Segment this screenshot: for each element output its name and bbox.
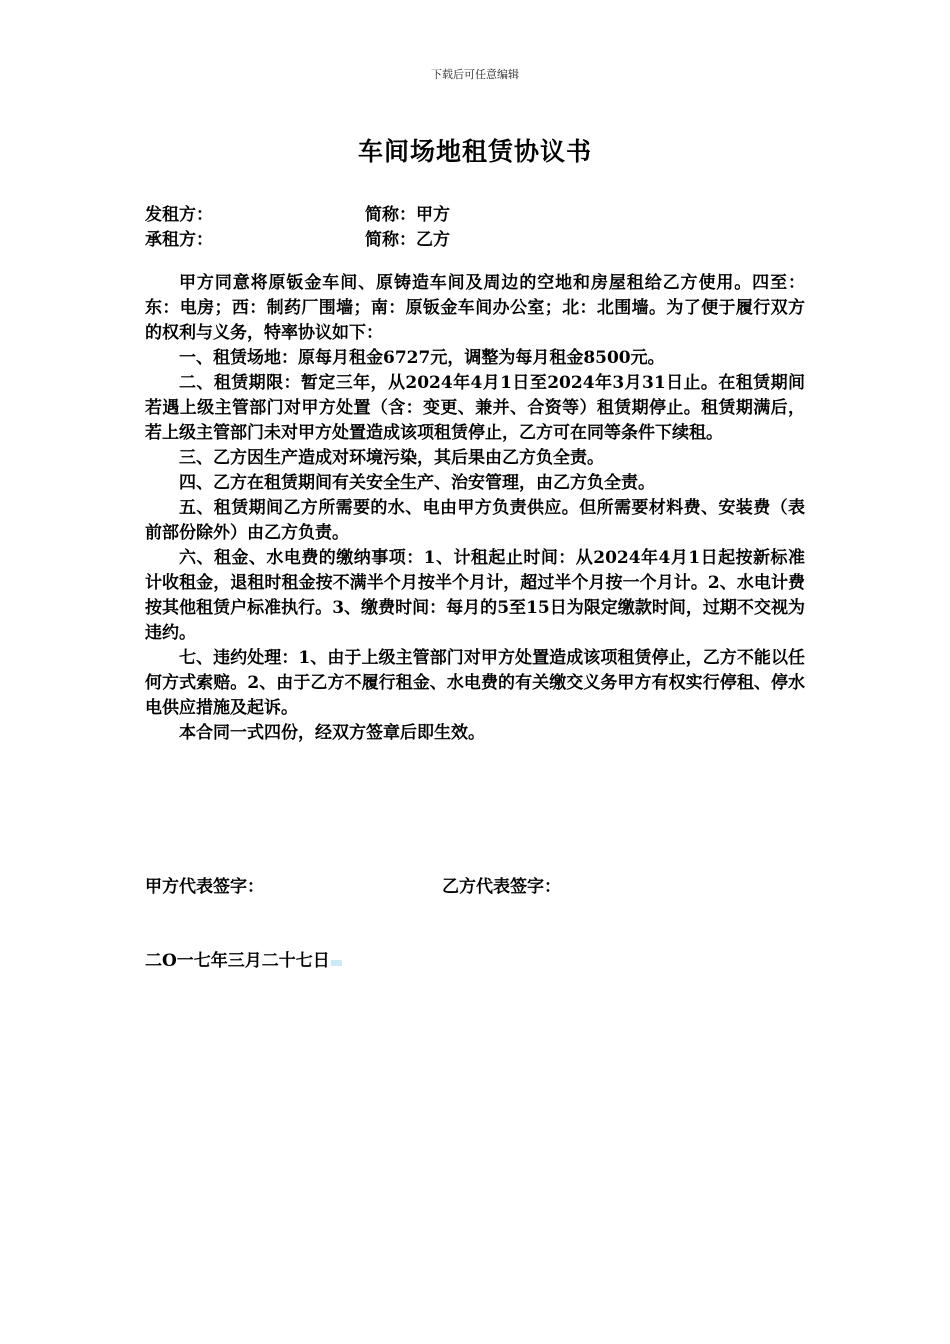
date-text: 二O一七年三月二十七日 [145,951,330,971]
intro-paragraph: 甲方同意将原钣金车间、原铸造车间及周边的空地和房屋租给乙方使用。四至：东：电房；西：制药厂围墙；南：原钣金车间办公室；北：北围墙。为了便于履行双方的权利与义务，特率协议如下： [145,273,805,343]
lessee-row [145,225,805,250]
lessor-abbreviation: 简称：甲方 [365,205,450,225]
text-cursor-mark [331,960,342,966]
lessor-label: 发租方： [145,205,213,225]
header-note: 下载后可任意编辑 [431,68,519,81]
lessee-label: 承租方： [145,230,213,250]
lessor-row [145,200,805,225]
party-b-signature-label: 乙方代表签字： [442,877,561,897]
clause-1: 一、租赁场地：原每月租金6727元，调整为每月租金8500元。 [179,348,665,368]
clause-4: 四、乙方在租赁期间有关安全生产、治安管理，由乙方负全责。 [179,473,655,493]
signing-date [145,946,342,971]
closing-paragraph: 本合同一式四份，经双方签章后即生效。 [179,723,485,743]
clause-3: 三、乙方因生产造成对环境污染，其后果由乙方负全责。 [179,448,604,468]
agreement-body [145,271,805,746]
party-a-signature-label: 甲方代表签字： [145,877,264,897]
document-title: 车间场地租赁协议书 [357,137,592,166]
clause-7: 七、违约处理：1、由于上级主管部门对甲方处置造成该项租赁停止，乙方不能以任何方式索赔。2、由于乙方不履行租金、水电费的有关缴交义务甲方有权实行停租、停水电供应措施及起诉。 [145,648,805,718]
clause-2: 二、租赁期限：暂定三年，从2024年4月1日至2024年3月31日止。在租赁期间若遇上级主管部门对甲方处置（含：变更、兼并、合资等）租赁期停止。租赁期满后，若上级主管部门未对甲方处置造成该项租赁停止，乙方可在同等条件下续租。 [145,373,805,443]
lessee-abbreviation: 简称：乙方 [365,230,450,250]
clause-5: 五、租赁期间乙方所需要的水、电由甲方负责供应。但所需要材料费、安装费（表前部份除外）由乙方负责。 [145,498,805,543]
clause-6: 六、租金、水电费的缴纳事项：1、计租起止时间：从2024年4月1日起按新标准计收租金，退租时租金按不满半个月按半个月计，超过半个月按一个月计。2、水电计费按其他租赁户标准执行。3、缴费时间：每月的5至15日为限定缴款时间，过期不交视为违约。 [145,548,805,643]
